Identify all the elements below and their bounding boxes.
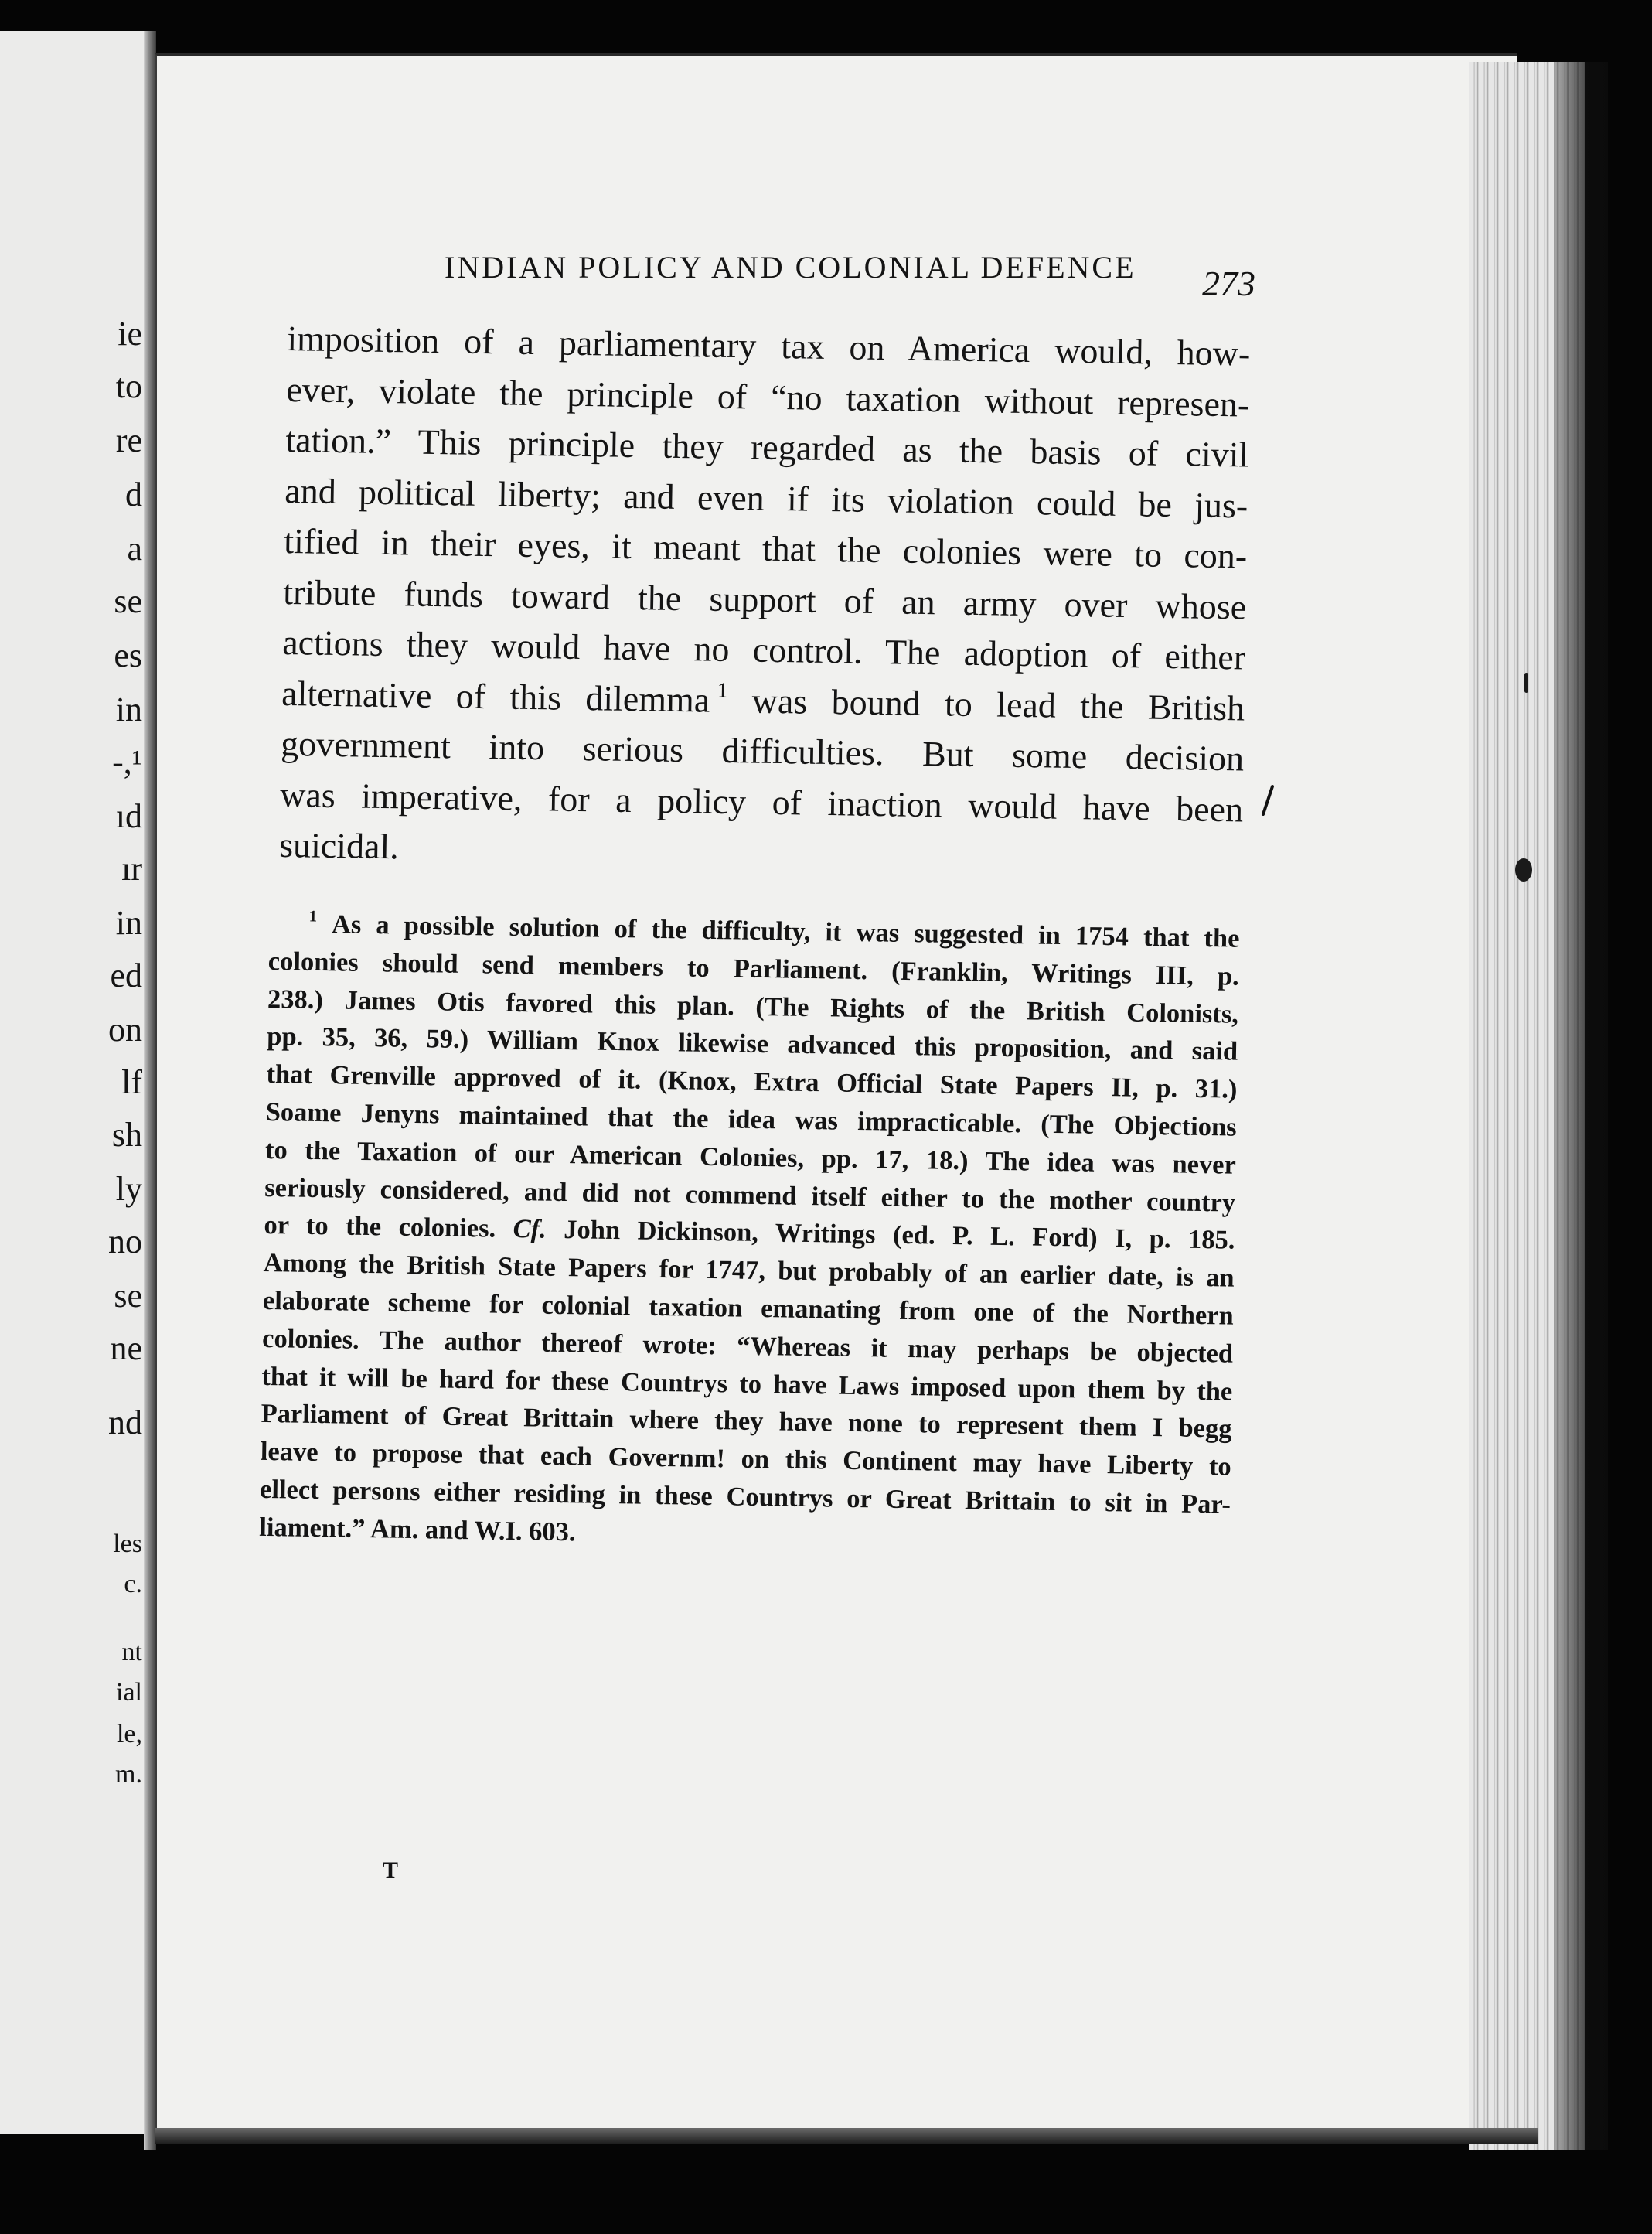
page-fore-edge-shadow	[1554, 62, 1608, 2150]
footnote-line-part: or to the colonies.	[264, 1210, 496, 1244]
footnote-line: elaborate scheme for colonial taxation emanating from one of the Northern	[262, 1285, 1235, 1331]
facing-page-fragment: to	[115, 367, 142, 405]
facing-page-fragment: in	[115, 904, 142, 942]
facing-page-fragment: les	[113, 1530, 142, 1558]
footnote-line: colonies should send members to Parliament. (Franklin, Writings III, p.	[267, 946, 1239, 991]
footnote-line-text: As a possible solution of the difficulty, it was suggested in 1754 that the	[331, 909, 1240, 953]
facing-page-fragment: ne	[110, 1329, 142, 1367]
footnote-line: Among the British State Papers for 1747, but probably of an earlier date, is an	[263, 1248, 1235, 1293]
facing-page-fragment: d	[125, 476, 142, 513]
facing-page-fragment: m.	[115, 1760, 142, 1789]
footnote-line: Parliament of Great Brittain where they have none to represent them I begg	[261, 1399, 1232, 1444]
facing-page-fragment: es	[114, 636, 142, 674]
facing-page-fragment: ed	[110, 957, 142, 994]
ink-speck	[1515, 858, 1532, 882]
pencil-mark-icon	[1260, 785, 1276, 816]
footnote-reference: 1	[717, 677, 728, 702]
body-line: ever, violate the principle of “no taxation without represen-	[286, 369, 1250, 425]
footnote-line: seriously considered, and did not commend itself either to the mother country	[264, 1172, 1236, 1218]
page-number: 273	[1202, 264, 1255, 303]
footnote-line: liament.” Am. and W.I. 603.	[259, 1512, 576, 1547]
facing-page-fragment: ie	[118, 315, 142, 353]
body-line: imposition of a parliamentary tax on America would, how-	[287, 318, 1251, 373]
footnote-line: ellect persons either residing in these Countrys or Great Brittain to sit in Par-	[259, 1474, 1231, 1519]
facing-page-edge	[0, 31, 148, 2134]
body-paragraph	[279, 313, 1251, 885]
running-head: INDIAN POLICY AND COLONIAL DEFENCE	[445, 250, 1136, 285]
body-line: was imperative, for a policy of inaction would have been	[279, 774, 1244, 829]
facing-page-fragment: se	[114, 1277, 142, 1315]
facing-page-fragment: lf	[121, 1063, 142, 1101]
facing-page-fragment: le,	[116, 1720, 142, 1748]
page-bottom-edge	[155, 2128, 1538, 2144]
body-line: actions they would have no control. The adoption of either	[281, 622, 1246, 677]
footnote-line: colonies. The author thereof wrote: “Whereas it may perhaps be objected	[261, 1323, 1234, 1369]
footnote-line: pp. 35, 36, 59.) William Knox likewise advanced this proposition, and said	[267, 1022, 1238, 1067]
facing-page-fragment: re	[115, 421, 142, 459]
footnote-line: that Grenville approved of it. (Knox, Extra Official State Papers II, p. 31.)	[266, 1059, 1238, 1104]
footnote-line: 238.) James Otis favored this plan. (The Rights of the British Colonists,	[267, 984, 1239, 1029]
facing-page-fragment: ır	[121, 850, 142, 888]
body-line-part: was bound to lead the British	[751, 680, 1245, 728]
facing-page-fragment: sh	[111, 1116, 142, 1154]
body-line: tation.” This principle they regarded as the basis of civil	[285, 419, 1249, 475]
footnote-line: Soame Jenyns maintained that the idea was impracticable. (The Objections	[265, 1097, 1237, 1142]
body-line: government into serious difficulties. But some decision	[280, 723, 1245, 779]
footnote-line: that it will be hard for these Countrys to have Laws imposed upon them by the	[261, 1361, 1233, 1407]
ink-speck	[1524, 673, 1528, 693]
facing-page-fragment: in	[115, 691, 142, 728]
facing-page-fragment: -,¹	[112, 743, 142, 781]
body-line: and political liberty; and even if its violation could be jus-	[284, 470, 1248, 526]
facing-page-fragment: c.	[124, 1570, 142, 1598]
body-line: suicidal.	[278, 824, 400, 867]
facing-page-fragment: se	[114, 582, 142, 620]
body-line: tribute funds toward the support of an army over whose	[282, 571, 1247, 627]
footnote-cf: Cf.	[513, 1214, 547, 1245]
facing-page-fragment: no	[108, 1223, 142, 1260]
body-line: tified in their eyes, it meant that the colonies were to con-	[283, 520, 1248, 576]
signature-mark: T	[383, 1857, 399, 1883]
footnote-line-part: John Dickinson, Writings (ed. P. L. Ford) I, p. 185.	[564, 1215, 1235, 1256]
footnote	[259, 905, 1240, 1561]
facing-page-fragment: a	[127, 530, 142, 568]
footnote-line: to the Taxation of our American Colonies, pp. 17, 18.) The idea was never	[264, 1134, 1237, 1180]
facing-page-fragment: ıd	[115, 797, 142, 835]
body-line-part: alternative of this dilemma	[281, 673, 710, 720]
facing-page-fragment: on	[108, 1011, 142, 1049]
footnote-line: leave to propose that each Governm! on this Continent may have Liberty to	[260, 1437, 1232, 1482]
facing-page-fragment: ly	[115, 1170, 142, 1208]
facing-page-fragment: ial	[116, 1678, 142, 1707]
footnote-marker: 1	[308, 908, 318, 926]
facing-page-fragment: nt	[121, 1638, 142, 1666]
facing-page-fragment: nd	[108, 1403, 142, 1441]
